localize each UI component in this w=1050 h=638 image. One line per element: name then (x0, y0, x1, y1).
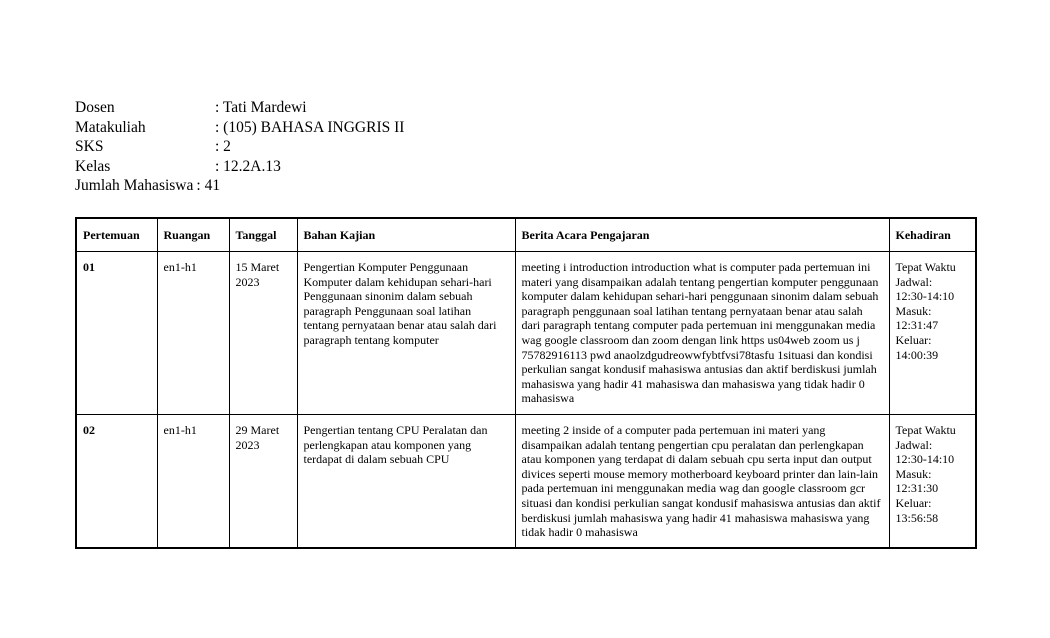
table-row (76, 415, 976, 549)
cell-kehadiran (889, 415, 976, 549)
sks-label: SKS (75, 138, 104, 155)
jadwal-label: Jadwal: (895, 274, 933, 289)
jumlah-value: : 41 (196, 177, 221, 194)
jumlah-row (75, 176, 404, 196)
cell-berita-acara: meeting i introduction introduction what is computer pada pertemuan ini materi yang disampaikan adalah tentang pengertian komputer penggunaan komputer dalam kehidupan sehari-hari penggunaan sinonim dalam sebuah paragraph penggunaan soal latihan tentang pernyataan benar atau salah dari paragraph tentang computer pada pertemuan ini menggunakan media wag google classroom dan zoom dengan link https us04web zoom us j 75782916113 pwd anaolzdgudreowwfybtfvsi78tasfu 1situasi dan kondisi perkulian sangat kondusif mahasiswa antusias dan aktif berdiskusi jumlah mahasiswa yang hadir 41 mahasiswa dan mahasiswa yang tidak hadir 0 mahasiswa (515, 252, 889, 415)
table-header-row (76, 218, 976, 252)
cell-pertemuan: 02 (76, 415, 157, 549)
matakuliah-row (75, 118, 404, 138)
jadwal-value: 12:30-14:10 (895, 452, 955, 467)
kelas-label: Kelas (75, 157, 111, 175)
masuk-value: 12:31:47 (895, 318, 939, 333)
masuk-label: Masuk: (895, 303, 932, 318)
dosen-value: : Tati Mardewi (215, 99, 307, 116)
kelas-row (75, 157, 404, 177)
cell-tanggal: 15 Maret 2023 (229, 252, 297, 415)
cell-tanggal: 29 Maret 2023 (229, 415, 297, 549)
cell-kehadiran (889, 252, 976, 415)
attendance-status: Tepat Waktu (895, 260, 956, 274)
cell-berita-acara: meeting 2 inside of a computer pada pertemuan ini materi yang disampaikan adalah tentang pengertian cpu peralatan dan perlengkapan atau komponen yang terdapat di dalam sebuah cpu serta input dan output divices seperti mouse memory motherboard keyboard printer dan lain-lain pada pertemuan ini menggunakan media wag dan google classroom gcr situasi dan kondisi perkulian sangat kondusif mahasiswa antusias dan aktif berdiskusi jumlah mahasiswa yang hadir 41 mahasiswa mahasiswa yang tidak hadir 0 mahasiswa (515, 415, 889, 549)
attendance-status: Tepat Waktu (895, 423, 956, 437)
cell-bahan-kajian: Pengertian tentang CPU Peralatan dan perlengkapan atau komponen yang terdapat di dalam sebuah CPU (297, 415, 515, 549)
jadwal-value: 12:30-14:10 (895, 289, 955, 304)
col-header-tanggal: Tanggal (229, 218, 297, 252)
col-header-pertemuan: Pertemuan (76, 218, 157, 252)
cell-ruangan: en1-h1 (157, 415, 229, 549)
table-row (76, 252, 976, 415)
matakuliah-value: : (105) BAHASA INGGRIS II (215, 118, 405, 136)
dosen-label: Dosen (75, 99, 115, 116)
keluar-value: 13:56:58 (895, 510, 939, 525)
col-header-ruangan: Ruangan (157, 218, 229, 252)
teaching-report-table (75, 217, 977, 549)
cell-ruangan: en1-h1 (157, 252, 229, 415)
masuk-label: Masuk: (895, 466, 932, 481)
col-header-kehadiran: Kehadiran (889, 218, 976, 252)
jadwal-label: Jadwal: (895, 437, 933, 452)
col-header-bahan-kajian: Bahan Kajian (297, 218, 515, 252)
col-header-berita-acara: Berita Acara Pengajaran (515, 218, 889, 252)
masuk-value: 12:31:30 (895, 481, 939, 496)
cell-pertemuan: 01 (76, 252, 157, 415)
sks-row (75, 137, 404, 157)
cell-bahan-kajian: Pengertian Komputer Penggunaan Komputer dalam kehidupan sehari-hari Penggunaan sinonim dalam sebuah paragraph Penggunaan soal latihan tentang pernyataan benar atau salah dari paragraph tentang komputer (297, 252, 515, 415)
dosen-row (75, 98, 404, 118)
course-info (75, 98, 404, 196)
keluar-label: Keluar: (895, 332, 932, 347)
kelas-value: : 12.2A.13 (215, 157, 281, 175)
jumlah-label: Jumlah Mahasiswa (75, 177, 194, 194)
matakuliah-label: Matakuliah (75, 118, 146, 136)
keluar-value: 14:00:39 (895, 347, 939, 362)
keluar-label: Keluar: (895, 495, 932, 510)
sks-value: : 2 (215, 138, 231, 155)
